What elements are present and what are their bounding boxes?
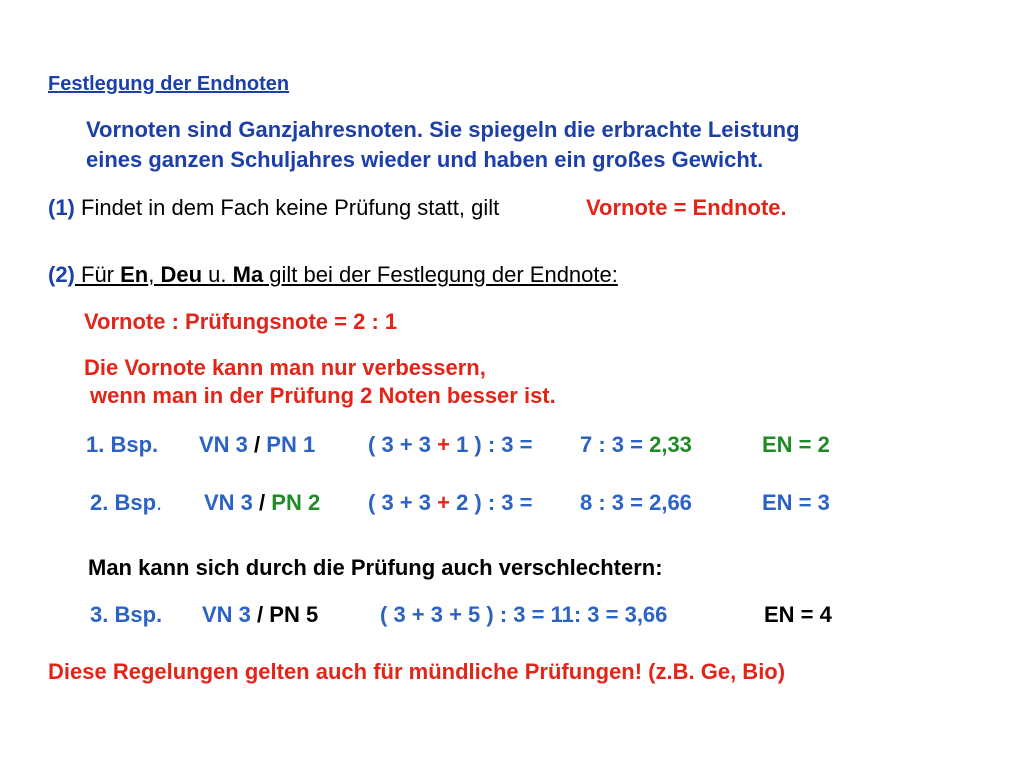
rule-2 [48,262,618,288]
rule-2-comma: , [148,262,161,287]
example-1-pn: PN 1 [266,432,316,457]
example-1-calc [368,432,533,458]
example-3-grades [202,602,318,628]
example-3-calc: ( 3 + 3 + 5 ) : 3 = 11: 3 = 3,66 [380,602,668,627]
example-2-label-text: 2. Bsp [90,490,157,515]
example-2-calc [368,490,533,516]
example-2-calc-b: 2 ) : 3 = [449,490,533,515]
example-1-div: 7 : 3 = [580,432,650,457]
worse-note: Man kann sich durch die Prüfung auch verschlechtern: [88,555,663,580]
example-1-endnote: EN = 2 [762,432,830,457]
example-1-grades [199,432,315,458]
example-2-sep: / [252,490,272,515]
example-1-calc-op: + [437,432,450,457]
rule-2-text [75,262,618,287]
rule-1-number: (1) [48,195,75,220]
example-3-endnote: EN = 4 [764,602,832,627]
example-2-calc-a: ( 3 + 3 [368,490,438,515]
rule-2-text-pre: Für [74,262,121,287]
example-2-calc-op: + [437,490,450,515]
example-2-division: 8 : 3 = 2,66 [580,490,692,515]
example-1-vn: VN 3 [199,432,248,457]
example-3-pn: PN 5 [269,602,319,627]
rule-2-subject-en: En [120,262,149,287]
example-2-endnote: EN = 3 [762,490,830,515]
example-3-label: 3. Bsp. [90,602,163,627]
example-1-calc-b: 1 ) : 3 = [449,432,533,457]
improve-line-2: wenn man in der Prüfung 2 Noten besser ist. [90,383,556,408]
rule-2-number: (2) [48,262,75,287]
footer-note: Diese Regelungen gelten auch für mündliche Prüfungen! (z.B. Ge, Bio) [48,659,786,684]
example-1-sep: / [247,432,267,457]
improve-line-1: Die Vornote kann man nur verbessern, [84,355,486,380]
example-1-calc-a: ( 3 + 3 [368,432,438,457]
intro-line-2: eines ganzen Schuljahres wieder und haben ein großes Gewicht. [86,147,764,172]
page-title: Festlegung der Endnoten [48,73,290,95]
example-2-label [90,490,162,516]
rule-2-and: u. [202,262,233,287]
rule-1-formula: Vornote = Endnote. [586,195,787,220]
example-1-label: 1. Bsp. [86,432,159,457]
example-3-sep: / [250,602,270,627]
intro-line-1: Vornoten sind Ganzjahresnoten. Sie spiegeln die erbrachte Leistung [86,117,800,142]
grade-ratio: Vornote : Prüfungsnote = 2 : 1 [84,309,398,334]
rule-2-text-post: gilt bei der Festlegung der Endnote: [263,262,618,287]
example-1-division [580,432,692,458]
rule-2-subject-deu: Deu [160,262,203,287]
example-2-pn: PN 2 [271,490,321,515]
example-2-vn: VN 3 [204,490,253,515]
rule-1 [48,195,499,221]
rule-2-subject-ma: Ma [232,262,264,287]
example-3-vn: VN 3 [202,602,251,627]
rule-1-text: Findet in dem Fach keine Prüfung statt, gilt [74,195,500,220]
example-2-label-dot: . [156,490,163,515]
example-1-result: 2,33 [649,432,692,457]
example-2-grades [204,490,320,516]
